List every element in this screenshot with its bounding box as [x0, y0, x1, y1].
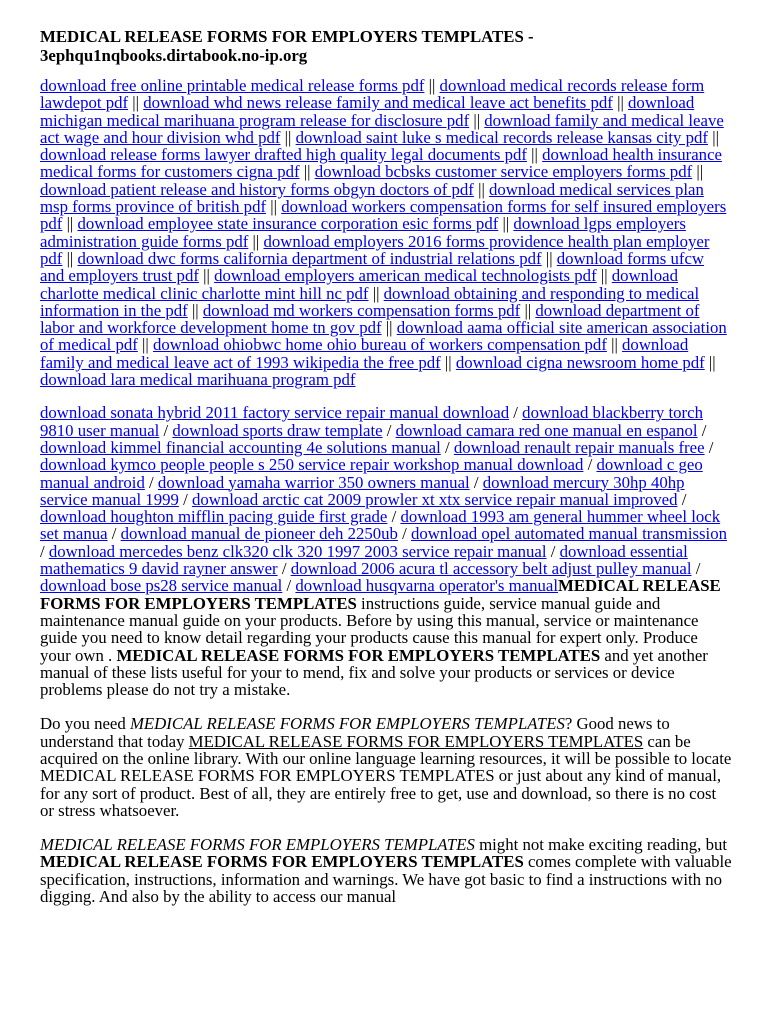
- download-link[interactable]: download blackberry torch 9810 user manual: [40, 403, 703, 440]
- link-separator: ||: [541, 248, 557, 268]
- link-separator: ||: [62, 248, 78, 268]
- link-separator: ||: [187, 300, 203, 320]
- good-news-text-b: can be acquired on the online library. With our online language learning resources, it will be possible to locate MEDICAL RELEASE FORMS FOR EMPLOYERS TEMPLATES or just about any kind of manual, for any sort of product. Best of all, they are entirely free to get, use and download, so there is no cost or stress whatsoever.: [40, 731, 732, 820]
- page-title: [40, 27, 732, 65]
- good-news-text-a: ? Good news to understand that today: [40, 714, 670, 751]
- link-separator: ||: [708, 127, 719, 147]
- link-separator: ||: [280, 127, 296, 147]
- download-link[interactable]: download department of labor and workforce development home tn gov pdf: [40, 300, 700, 338]
- download-link[interactable]: download family and medical leave act of 1993 wikipedia the free pdf: [40, 335, 689, 372]
- download-link[interactable]: download sports draw template: [172, 420, 383, 440]
- download-link[interactable]: download release forms lawyer drafted high quality legal documents pdf: [40, 145, 527, 165]
- download-link[interactable]: download workers compensation forms for self insured employers pdf: [40, 197, 727, 234]
- download-link[interactable]: download family and medical leave act wage and hour division whd pdf: [40, 110, 724, 147]
- reading-paragraph: [40, 836, 732, 905]
- download-link[interactable]: download kimmel financial accounting 4e solutions manual: [40, 437, 441, 457]
- link-separator: ||: [498, 214, 514, 234]
- link-separator: /: [546, 541, 560, 561]
- good-news-paragraph: [40, 715, 732, 819]
- link-separator: ||: [368, 283, 384, 303]
- download-link[interactable]: download renault repair manuals free: [453, 437, 705, 457]
- link-separator: ||: [469, 110, 485, 130]
- download-link[interactable]: download kymco people people s 250 service repair workshop manual download: [40, 455, 584, 475]
- download-link[interactable]: download medical records release form lawdepot pdf: [40, 76, 705, 113]
- link-separator: ||: [440, 352, 456, 372]
- download-link[interactable]: download michigan medical marihuana program release for disclosure pdf: [40, 93, 695, 130]
- download-link[interactable]: download manual de pioneer deh 2250ub: [120, 524, 398, 544]
- link-separator: ||: [526, 145, 543, 165]
- title-line-1: MEDICAL RELEASE FORMS FOR EMPLOYERS TEMPLATES -: [40, 27, 534, 46]
- link-separator: /: [40, 541, 49, 561]
- link-separator: ||: [198, 266, 215, 286]
- link-separator: ||: [606, 335, 623, 355]
- download-link[interactable]: download whd news release family and medical leave act benefits pdf: [143, 93, 613, 113]
- link-separator: /: [697, 420, 707, 440]
- link-separator: /: [387, 507, 401, 527]
- download-link[interactable]: download free online printable medical release forms pdf: [40, 76, 425, 95]
- title-line-2: 3ephqu1nqbooks.dirtabook.no-ip.org: [40, 46, 308, 65]
- link-separator: ||: [266, 197, 282, 217]
- link-separator: /: [440, 437, 454, 457]
- link-separator: ||: [381, 318, 397, 338]
- intro-bold-title-2: MEDICAL RELEASE FORMS FOR EMPLOYERS TEMPLATES: [116, 645, 601, 665]
- download-link[interactable]: download 2006 acura tl accessory belt adjust pulley manual: [290, 559, 692, 579]
- link-separator: /: [107, 524, 121, 544]
- download-link[interactable]: download houghton mifflin pacing guide first grade: [40, 507, 388, 527]
- download-link[interactable]: download lgps employers administration guide forms pdf: [40, 214, 686, 251]
- good-news-underlined-title: MEDICAL RELEASE FORMS FOR EMPLOYERS TEMPLATES: [188, 731, 644, 751]
- download-link[interactable]: download employers american medical technologists pdf: [214, 266, 597, 286]
- download-link[interactable]: download mercedes benz clk320 clk 320 1997 2003 service repair manual: [48, 541, 547, 561]
- link-separator: /: [691, 559, 701, 579]
- download-link[interactable]: download yamaha warrior 350 owners manual: [157, 472, 470, 492]
- link-separator: ||: [704, 352, 716, 372]
- link-separator: /: [583, 455, 597, 475]
- reading-text-a: might not make exciting reading, but: [474, 835, 728, 855]
- intro-paragraph: [40, 576, 721, 699]
- intro-bold-title: MEDICAL RELEASE FORMS FOR EMPLOYERS TEMPLATES: [40, 576, 721, 613]
- intro-text-a: instructions guide, service manual guide and maintenance manual guide on your products. Before by using this manual, service or maintenance guide you need to know detail regarding your products cause this manual for expert only. Produce your own .: [40, 593, 699, 665]
- link-separator: /: [277, 559, 291, 579]
- reading-italic-title: MEDICAL RELEASE FORMS FOR EMPLOYERS TEMPLATES: [40, 835, 475, 855]
- download-link[interactable]: download bose ps28 service manual: [40, 576, 283, 596]
- download-link[interactable]: download health insurance medical forms for customers cigna pdf: [40, 145, 722, 182]
- link-separator: ||: [612, 93, 629, 113]
- link-separator: ||: [424, 76, 440, 95]
- good-news-lead: Do you need: [40, 714, 130, 734]
- download-link[interactable]: download arctic cat 2009 prowler xt xtx service repair manual improved: [191, 489, 678, 509]
- link-separator: /: [704, 437, 714, 457]
- download-link[interactable]: download bcbsks customer service employers forms pdf: [314, 162, 693, 182]
- link-separator: /: [677, 489, 687, 509]
- manual-links-list: [40, 403, 727, 595]
- document-page: [40, 27, 732, 922]
- link-separator: ||: [520, 300, 536, 320]
- download-link[interactable]: download lara medical marihuana program pdf: [40, 370, 356, 390]
- download-link[interactable]: download patient release and history forms obgyn doctors of pdf: [40, 179, 474, 199]
- link-separator: /: [159, 420, 173, 440]
- link-separator: /: [382, 420, 396, 440]
- download-link[interactable]: download saint luke s medical records release kansas city pdf: [295, 127, 709, 147]
- download-link[interactable]: download essential mathematics 9 david rayner answer: [40, 541, 688, 579]
- download-link[interactable]: download husqvarna operator's manual: [295, 576, 558, 596]
- download-link[interactable]: download camara red one manual en espanol: [395, 420, 698, 440]
- download-link[interactable]: download employee state insurance corporation esic forms pdf: [77, 214, 499, 234]
- reading-bold-title: MEDICAL RELEASE FORMS FOR EMPLOYERS TEMPLATES: [40, 852, 524, 872]
- download-link[interactable]: download dwc forms california department of industrial relations pdf: [77, 248, 542, 268]
- download-link[interactable]: download c geo manual android: [40, 455, 703, 492]
- link-separator: /: [509, 403, 523, 423]
- link-separator: /: [178, 489, 192, 509]
- download-link[interactable]: download employers 2016 forms providence health plan employer pdf: [40, 231, 710, 268]
- download-link[interactable]: download sonata hybrid 2011 factory service repair manual download: [40, 403, 510, 423]
- intro-text-b: and yet another manual of these lists useful for your to mend, fix and solve your products or services or device problems please do not try a mistake.: [40, 645, 708, 700]
- download-link[interactable]: download ohiobwc home ohio bureau of workers compensation pdf: [152, 335, 607, 355]
- link-separator: /: [282, 576, 296, 596]
- link-separator: /: [469, 472, 483, 492]
- link-separator: ||: [248, 231, 264, 251]
- good-news-italic-title: MEDICAL RELEASE FORMS FOR EMPLOYERS TEMPLATES: [129, 714, 565, 734]
- medical-links-list: [40, 77, 732, 388]
- link-separator: ||: [62, 214, 78, 234]
- download-link[interactable]: download cigna newsroom home pdf: [455, 352, 705, 372]
- link-separator: ||: [473, 179, 490, 199]
- link-separator: ||: [128, 93, 144, 113]
- download-link[interactable]: download opel automated manual transmission: [411, 524, 727, 544]
- reading-text-b: comes complete with valuable specification, instructions, information and warnings. We have got basic to find a instructions with no digging. And also by the ability to access our manual: [40, 852, 732, 907]
- link-separator: ||: [137, 335, 153, 355]
- download-link[interactable]: download aama official site american association of medical pdf: [40, 318, 727, 355]
- link-separator: ||: [692, 162, 704, 182]
- download-link[interactable]: download obtaining and responding to medical information in the pdf: [40, 283, 700, 320]
- link-separator: ||: [299, 162, 315, 182]
- link-separator: /: [397, 524, 411, 544]
- download-link[interactable]: download charlotte medical clinic charlotte mint hill nc pdf: [40, 266, 678, 303]
- link-separator: ||: [596, 266, 612, 286]
- download-link[interactable]: download md workers compensation forms pdf: [202, 300, 521, 320]
- download-link[interactable]: download forms ufcw and employers trust pdf: [40, 248, 705, 286]
- link-separator: /: [144, 472, 158, 492]
- download-link[interactable]: download 1993 am general hummer wheel lock set manua: [40, 507, 721, 544]
- download-link[interactable]: download mercury 30hp 40hp service manual 1999: [40, 472, 685, 509]
- download-link[interactable]: download medical services plan msp forms province of british pdf: [40, 179, 704, 217]
